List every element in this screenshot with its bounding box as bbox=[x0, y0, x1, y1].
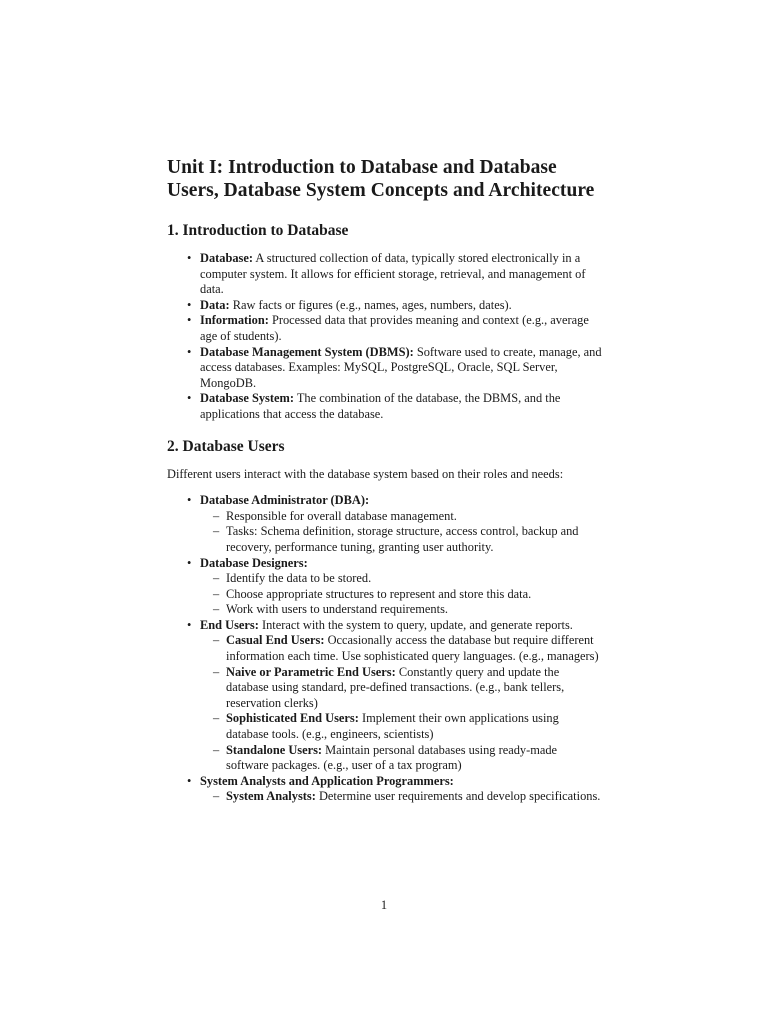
section-heading-intro: 1. Introduction to Database bbox=[167, 222, 349, 239]
sub-item bbox=[226, 789, 602, 805]
section-heading-users: 2. Database Users bbox=[167, 437, 285, 455]
definition: Interact with the system to query, update, and generate reports. bbox=[258, 617, 573, 632]
term: Database Administrator (DBA): bbox=[200, 493, 370, 508]
sub-item: – Work with users to understand requirements. bbox=[226, 602, 602, 618]
list-item bbox=[200, 391, 602, 422]
section-intro: Different users interact with the database system based on their roles and needs: bbox=[167, 466, 564, 481]
term: Database Management System (DBMS): bbox=[200, 344, 414, 359]
term: Sophisticated End Users: bbox=[226, 711, 359, 726]
term: Database System: bbox=[200, 391, 294, 406]
term: System Analysts: bbox=[226, 789, 316, 804]
list-item bbox=[200, 774, 602, 805]
term: Database Designers: bbox=[200, 555, 308, 570]
sub-list bbox=[200, 789, 602, 805]
list-item bbox=[200, 298, 602, 314]
term: Naive or Parametric End Users: bbox=[226, 664, 396, 679]
sub-list bbox=[200, 509, 602, 556]
definition: Raw facts or figures (e.g., names, ages, numbers, dates). bbox=[229, 297, 512, 312]
sub-item: – Choose appropriate structures to represent and store this data. bbox=[226, 587, 602, 603]
sub-list bbox=[200, 571, 602, 618]
page-number: 1 bbox=[380, 898, 388, 912]
sub-item: – Responsible for overall database management. bbox=[226, 509, 602, 525]
users-list bbox=[167, 493, 602, 805]
term: Information: bbox=[200, 313, 269, 328]
intro-list bbox=[167, 251, 602, 423]
sub-item bbox=[226, 633, 602, 664]
list-item bbox=[200, 345, 602, 392]
definition: The combination of the database, the DBMS, and the applications that access the database. bbox=[200, 391, 561, 421]
sub-list bbox=[200, 633, 602, 773]
definition: Software used to create, manage, and access databases. Examples: MySQL, PostgreSQL, Oracle, SQL Server, MongoDB. bbox=[200, 344, 602, 390]
term: Data: bbox=[200, 297, 230, 312]
list-item bbox=[200, 493, 602, 555]
page-title: Unit I: Introduction to Database and Database Users, Database System Concepts and Architecture bbox=[167, 157, 595, 201]
sub-item bbox=[226, 743, 602, 774]
list-item bbox=[200, 251, 602, 298]
definition: Maintain personal databases using ready-made software packages. (e.g., user of a tax program) bbox=[226, 742, 558, 773]
term: Casual End Users: bbox=[226, 633, 325, 648]
definition: Determine user requirements and develop specifications. bbox=[315, 789, 601, 804]
definition: A structured collection of data, typically stored electronically in a computer system. It allows for efficient storage, retrieval, and management of data. bbox=[200, 251, 586, 297]
term: End Users: bbox=[200, 617, 259, 632]
term: System Analysts and Application Programmers: bbox=[200, 773, 454, 788]
definition: Implement their own applications using database tools. (e.g., engineers, scientists) bbox=[226, 711, 559, 742]
list-item bbox=[200, 556, 602, 618]
sub-item bbox=[226, 665, 602, 712]
definition: Processed data that provides meaning and context (e.g., average age of students). bbox=[200, 313, 589, 343]
definition: Constantly query and update the database using standard, pre-defined transactions. (e.g., bank tellers, reservation clerks) bbox=[226, 664, 565, 710]
document-page bbox=[167, 156, 602, 815]
sub-item: – Identify the data to be stored. bbox=[226, 571, 602, 587]
sub-item bbox=[226, 711, 602, 742]
definition: Occasionally access the database but require different information each time. Use sophisticated query languages. (e.g., managers) bbox=[226, 633, 599, 664]
list-item bbox=[200, 313, 602, 344]
list-item bbox=[200, 618, 602, 774]
term: Database: bbox=[200, 251, 253, 265]
term: Standalone Users: bbox=[226, 742, 323, 757]
sub-item: – Tasks: Schema definition, storage structure, access control, backup and recovery, performance tuning, granting user authority. bbox=[226, 524, 602, 555]
